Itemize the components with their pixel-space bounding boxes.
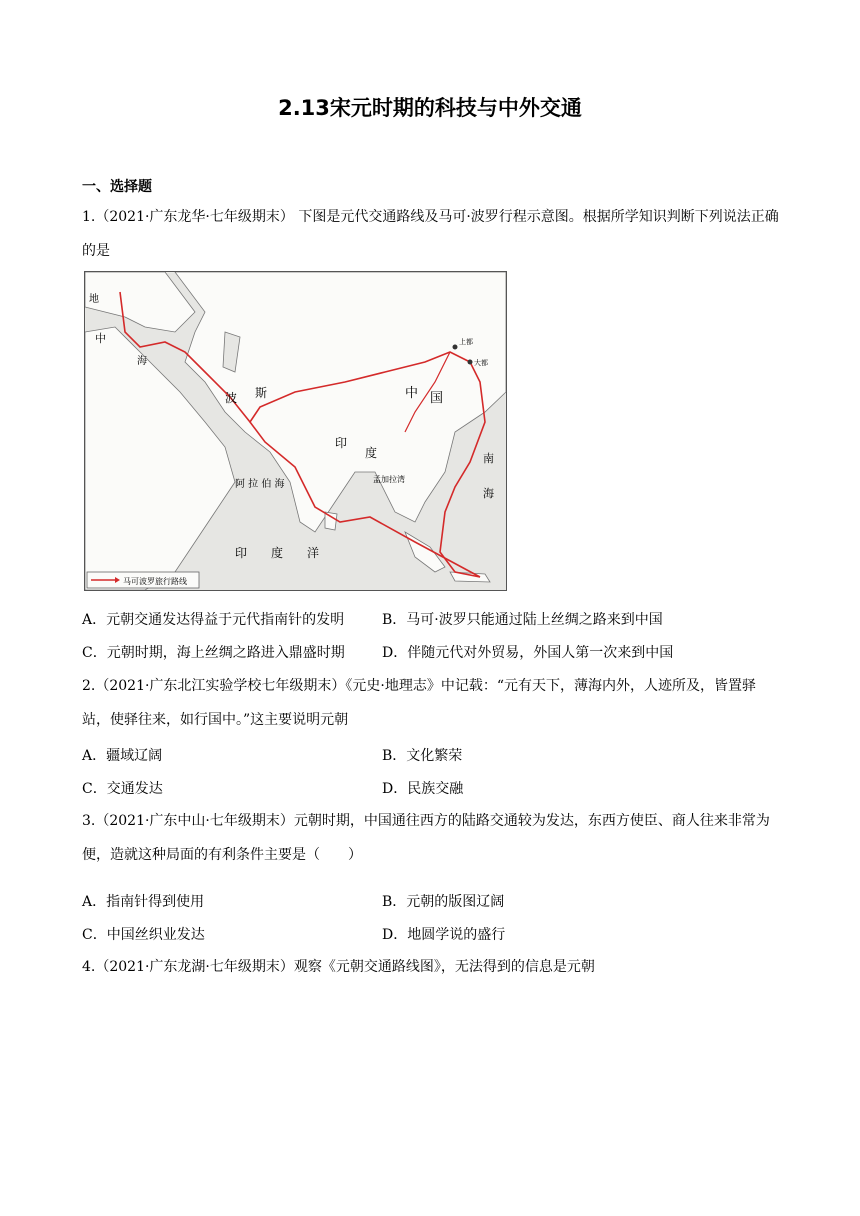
- question-2-option-d[interactable]: D．民族交融: [382, 781, 464, 797]
- map-label-shangdu: 上都: [459, 338, 473, 346]
- map-label-arabian-sea: 阿 拉 伯 海: [235, 479, 285, 490]
- map-label-bay-of-bengal: 孟加拉湾: [373, 475, 405, 484]
- map-label-north-africa: 地: [89, 294, 99, 305]
- route-map-svg: [85, 272, 506, 590]
- question-1-option-d[interactable]: D．伴随元代对外贸易，外国人第一次来到中国: [382, 645, 674, 661]
- question-1-options-row-2: [82, 642, 782, 666]
- map-legend-label: 马可波罗旅行路线: [123, 577, 187, 586]
- question-1-options-row-1: [82, 609, 782, 633]
- question-1-option-c[interactable]: C．元朝时期，海上丝绸之路进入鼎盛时期: [82, 645, 345, 661]
- map-label-south-sea: 南: [483, 452, 494, 465]
- question-3-option-a[interactable]: A．指南针得到使用: [82, 894, 205, 910]
- question-2-stem: 2.（2021·广东北江实验学校七年级期末）《元史·地理志》中记载：“元有天下，薄海内外，人迹所及，皆置驿站，使驿往来，如行国中。”这主要说明元朝: [82, 678, 757, 728]
- question-2-option-c[interactable]: C．交通发达: [82, 781, 163, 797]
- map-label-china-2: 国: [430, 391, 444, 406]
- page-title: 2.13宋元时期的科技与中外交通: [278, 96, 582, 120]
- question-1-stem: 1.（2021·广东龙华·七年级期末） 下图是元代交通路线及马可·波罗行程示意图。根据所学知识判断下列说法正确的是: [82, 209, 779, 259]
- question-3-option-b[interactable]: B．元朝的版图辽阔: [382, 894, 505, 910]
- map-label-sea: 海: [137, 356, 147, 367]
- question-3-stem: 3.（2021·广东中山·七年级期末）元朝时期，中国通往西方的陆路交通较为发达，东西方使臣、商人往来非常为便，造就这种局面的有利条件主要是（ ）: [82, 813, 770, 863]
- question-3-option-d[interactable]: D．地圆学说的盛行: [382, 927, 506, 943]
- map-label-mediterranean: 中: [95, 332, 106, 345]
- map-label-dadu: 大都: [474, 359, 488, 367]
- question-2-option-b[interactable]: B．文化繁荣: [382, 748, 463, 764]
- map-label-india-1: 印: [335, 436, 348, 450]
- map-label-indian-ocean: 印 度 洋: [235, 546, 320, 560]
- map-label-persia-1: 波: [225, 391, 238, 405]
- question-4-stem: 4.（2021·广东龙湖·七年级期末）观察《元朝交通路线图》，无法得到的信息是元朝: [82, 959, 595, 975]
- question-3-option-c[interactable]: C．中国丝织业发达: [82, 927, 205, 943]
- question-2-option-a[interactable]: A．疆域辽阔: [82, 748, 163, 764]
- city-dadu-marker: [468, 360, 473, 365]
- question-2-options-row-1: [82, 745, 782, 769]
- city-shangdu-marker: [453, 345, 458, 350]
- section-heading: 一、选择题: [82, 179, 152, 195]
- map-label-china-1: 中: [405, 386, 419, 401]
- question-3-options-row-2: [82, 924, 782, 948]
- map-label-india-2: 度: [365, 446, 378, 460]
- route-map: [84, 271, 507, 591]
- question-1-option-b[interactable]: B．马可·波罗只能通过陆上丝绸之路来到中国: [382, 612, 663, 628]
- question-3-options-row-1: [82, 891, 782, 915]
- question-2-options-row-2: [82, 778, 782, 802]
- map-label-sea-2: 海: [483, 487, 494, 500]
- map-label-persia-2: 斯: [255, 386, 268, 400]
- question-1-option-a[interactable]: A．元朝交通发达得益于元代指南针的发明: [82, 612, 345, 628]
